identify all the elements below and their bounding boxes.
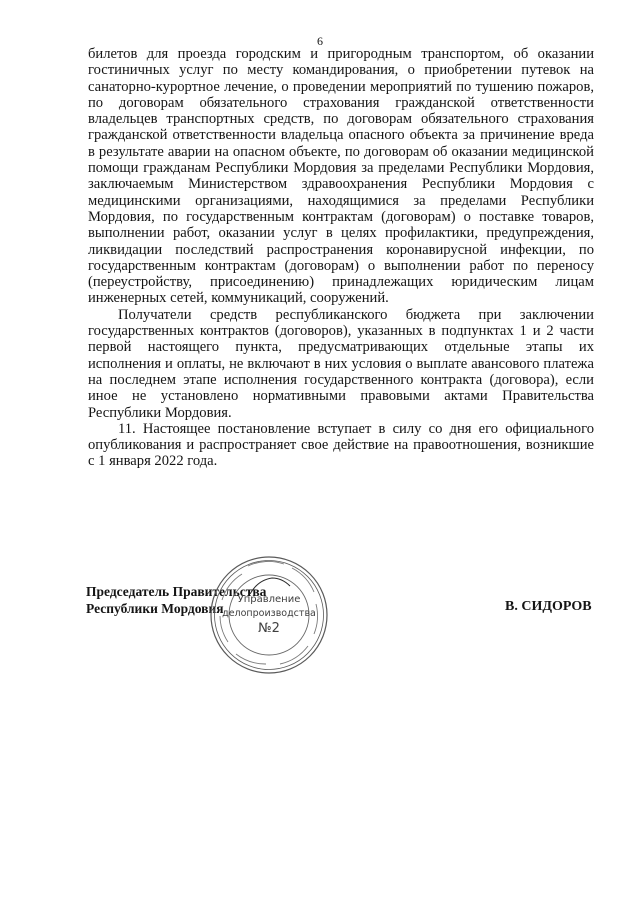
- stamp-line2: делопроизводства: [222, 608, 316, 619]
- paragraph-effective-date: 11. Настоящее постановление вступает в силу со дня его официального опубликования и распространяет свое действие на правоотношения, возникшие с 1 января 2022 года.: [88, 420, 594, 470]
- paragraph-continuation: билетов для проезда городским и пригородным транспортом, об оказании гостиничных услуг по месту командирования, о приобретении путевок на санаторно-курортное лечение, о проведении мероприятий по тушению пожаров, по договорам обязательного страхования гражданской ответственности владельцев транспортных средств, по договорам обязательного страхования гражданской ответственности владельца опасного объекта за причинение вреда в результате аварии на опасном объекте, по договорам об оказании медицинской помощи гражданам Республики Мордовия за пределами Республики Мордовия, заключаемым Министерством здравоохранения Республики Мордовия с медицинскими организациями, находящимися за пределами Республики Мордовия, по государственным контрактам (договорам) о поставке товаров, выполнении работ, оказании услуг в целях профилактики, предупреждения, ликвидации последствий распространения коронавирусной инфекции, по государственным контрактам (договорам) о выполнении работ по переносу (переустройству, присоединению) принадлежащих юридическим лицам инженерных сетей, коммуникаций, сооружений.: [88, 46, 594, 307]
- paragraph-recipients: Получатели средств республиканского бюджета при заключении государственных контрактов (договоров), указанных в подпунктах 1 и 2 части первой настоящего пункта, предусматривающих отдельные этапы их исполнения и оплаты, не включают в них условия о выплате авансового платежа на последнем этапе исполнения государственного контракта (договора), если иное не установлено нормативными правовыми актами Правительства Республики Мордовия.: [88, 306, 594, 421]
- signatory-name: В. СИДОРОВ: [505, 599, 592, 614]
- signatory-title-line1: Председатель Правительства: [86, 584, 267, 599]
- document-body: [88, 46, 594, 470]
- page-number: 6: [317, 34, 323, 48]
- stamp-line3: №2: [258, 621, 280, 636]
- signatory-title-line2: Республики Мордовия: [86, 601, 224, 616]
- stamp-line1: Управление: [237, 594, 301, 605]
- handwritten-signature: [250, 578, 290, 594]
- official-seal-stamp: [208, 554, 330, 676]
